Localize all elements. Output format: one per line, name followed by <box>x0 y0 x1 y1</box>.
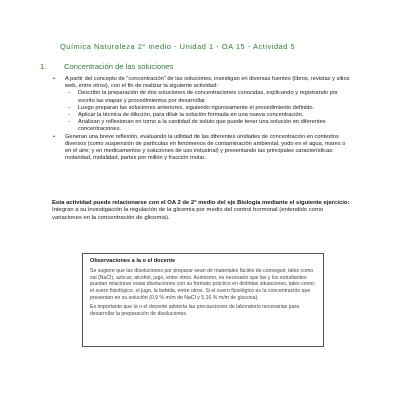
sublist-item-text: Luego preparan las soluciones anteriores, siguiendo rigurosamente el procedimiento definido. <box>78 104 315 111</box>
bullet-text: Generan una breve reflexión, evaluando la utilidad de las diferentes unidades de concentración en contextos diversos (como suspensión de partículas en fenómenos de contaminación ambiental, yodo en el agua, mares o en el aire; y en medicamentos y soluciones de uso industrial) y presentando las principales características: molaridad, molalidad, partes por millón y fracción molar. <box>65 133 346 162</box>
sublist <box>52 90 352 133</box>
activity-list <box>52 76 352 162</box>
sublist-item-text: Aplicar la técnica de dilución, para diluir la solución formada en una nueva concentración. <box>78 112 304 119</box>
activity-connection <box>52 200 352 222</box>
section-number: 1. <box>40 62 47 71</box>
sub-bullet-icon: - <box>68 112 70 119</box>
section-title <box>40 62 360 71</box>
note-paragraph: Se sugiere que las disoluciones por preparar sean de materiales fáciles de conseguir, tales como sal (NaCl), azúcar, alcohol, jugo, entre otros. Asimismo, es necesario que las y los estudiantes puedan relacionar estas disoluciones con su formato práctico en distintas situaciones, tales como: el suero fisiológico, el jugo, la bebida, entre otros. Si el suero fisiológico es la concentración que presentan en su solución (0,9 % m/m de NaCl y 5,16 % m/m de glucosa). <box>90 267 316 301</box>
sublist-item-text: Describir la preparación de dos soluciones de concentraciones conocidas, explicando y registrando por escrito las etapas y procedimientos por desarrollar. <box>78 90 338 104</box>
sub-bullet-icon: - <box>68 90 70 97</box>
sublist-item <box>52 90 352 104</box>
teacher-notes-box <box>82 253 324 347</box>
bullet-icon: • <box>53 133 55 140</box>
list-item <box>52 76 352 90</box>
sublist-item-text: Analizan y reflexionan en torno a la cantidad de soluto que puede tener una solución en diferentes concentraciones. <box>78 119 326 133</box>
sub-bullet-icon: - <box>68 119 70 126</box>
sub-bullet-icon: - <box>68 104 70 111</box>
activity-intro: Esta actividad puede relacionarse con el OA 2 de 2° medio del eje Biología mediante el siguiente ejercicio: <box>52 200 350 206</box>
note-paragraph: Es importante que la o el docente advierta las precauciones de laboratorio necesarias para desarrollar la preparación de disoluciones. <box>90 303 300 317</box>
sublist-item <box>52 119 352 133</box>
document-header: Química Naturaleza 2° medio - Unidad 1 - OA 15 - Actividad 5 <box>60 42 296 51</box>
activity-body: Integran a su investigación la regulación de la glicemia por medio del control hormonal (entendido como variaciones en la concentración de glicemia). <box>52 207 324 221</box>
list-item <box>52 134 352 163</box>
bullet-icon: • <box>53 76 55 82</box>
note-title: Observaciones a la o el docente <box>90 258 176 264</box>
section-title-text: Concentración de las soluciones <box>64 62 174 71</box>
sublist-item <box>52 105 352 112</box>
bullet-text: A partir del concepto de "concentración" de las soluciones, investigan en diversas fuentes (libros, revistas y sitios web, entre otros), con el fin de realizar la siguiente actividad: <box>65 76 350 90</box>
sublist-item <box>52 112 352 119</box>
